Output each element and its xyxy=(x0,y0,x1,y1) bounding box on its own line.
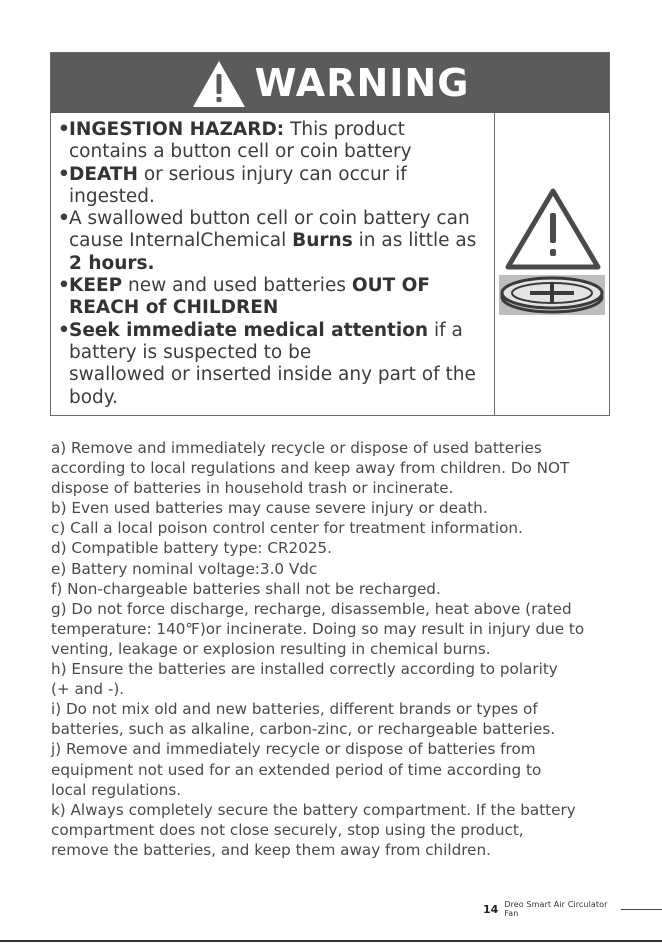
instruction-line: g) Do not force discharge, recharge, disassemble, heat above (rated xyxy=(51,599,572,618)
bullet-text: A swallowed button cell or coin battery can xyxy=(69,208,470,230)
instruction-line: e) Battery nominal voltage:3.0 Vdc xyxy=(51,559,318,578)
bottom-rule xyxy=(0,940,662,942)
warning-bullet xyxy=(59,320,490,409)
instruction-line: j) Remove and immediately recycle or dispose of batteries from xyxy=(51,740,536,759)
warning-box xyxy=(50,52,610,416)
instruction-line: remove the batteries, and keep them away from children. xyxy=(51,840,491,859)
bullet-text: This product xyxy=(284,119,405,140)
warning-icons-panel xyxy=(495,113,610,416)
footer-title: Dreo Smart Air Circulator Fan xyxy=(504,900,608,918)
warning-bullet xyxy=(59,208,490,275)
coin-battery-icon xyxy=(499,275,605,315)
warning-title: WARNING xyxy=(254,61,470,105)
bullet-emphasis: 2 hours. xyxy=(69,252,155,274)
bullet-emphasis: Burns xyxy=(292,230,353,252)
bullet-text: ingested. xyxy=(69,185,155,207)
warning-header xyxy=(51,53,609,113)
bullet-emphasis: OUT OF xyxy=(351,275,431,297)
instruction-line: b) Even used batteries may cause severe injury or death. xyxy=(51,499,488,518)
instruction-line: i) Do not mix old and new batteries, different brands or types of xyxy=(51,700,538,719)
warning-list xyxy=(59,119,490,409)
instruction-line: h) Ensure the batteries are installed correctly according to polarity xyxy=(51,660,558,679)
bullet-emphasis: INGESTION HAZARD: xyxy=(69,119,285,140)
bullet-text: cause InternalChemical xyxy=(69,230,293,252)
instruction-line: temperature: 140℉)or incinerate. Doing so may result in injury due to xyxy=(51,619,585,638)
instruction-line: dispose of batteries in household trash or incinerate. xyxy=(51,479,454,498)
page-footer xyxy=(483,900,662,918)
bullet-emphasis: KEEP xyxy=(69,275,123,297)
instruction-line: local regulations. xyxy=(51,780,182,799)
instruction-line: according to local regulations and keep away from children. Do NOT xyxy=(51,459,570,478)
instruction-line: (+ and -). xyxy=(51,680,125,699)
warning-body xyxy=(51,113,495,416)
instruction-line: equipment not used for an extended period of time according to xyxy=(51,760,542,779)
bullet-text: swallowed or inserted inside any part of the xyxy=(69,364,476,386)
instruction-line: d) Compatible battery type: CR2025. xyxy=(51,539,333,558)
bullet-emphasis: DEATH xyxy=(69,163,138,185)
instruction-line: c) Call a local poison control center for treatment information. xyxy=(51,519,523,538)
instruction-line: k) Always completely secure the battery compartment. If the battery xyxy=(51,800,576,819)
bullet-text: body. xyxy=(69,386,118,408)
instruction-line: compartment does not close securely, stop using the product, xyxy=(51,820,524,839)
instruction-line: venting, leakage or explosion resulting in chemical burns. xyxy=(51,639,491,658)
exclamation-triangle-icon xyxy=(505,187,601,271)
page-number: 14 xyxy=(483,902,499,916)
bullet-emphasis: REACH of CHILDREN xyxy=(69,297,279,319)
warning-bullet xyxy=(59,119,490,164)
instruction-line: f) Non-chargeable batteries shall not be recharged. xyxy=(51,579,441,598)
warning-bullet xyxy=(59,164,490,209)
bullet-text: battery is suspected to be xyxy=(69,341,312,363)
bullet-text: or serious injury can occur if xyxy=(137,163,407,185)
instruction-line: a) Remove and immediately recycle or dispose of used batteries xyxy=(51,439,542,457)
warning-triangle-icon xyxy=(191,59,247,109)
battery-instructions xyxy=(51,438,617,860)
bullet-text: in as little as xyxy=(352,230,477,252)
bullet-emphasis: Seek immediate medical attention xyxy=(69,319,429,341)
warning-bullet xyxy=(59,275,490,320)
footer-rule xyxy=(621,909,662,910)
bullet-text: if a xyxy=(428,319,463,341)
bullet-text: contains a button cell or coin battery xyxy=(69,141,412,163)
instruction-line: batteries, such as alkaline, carbon-zinc, or rechargeable batteries. xyxy=(51,720,556,739)
bullet-text: new and used batteries xyxy=(122,275,352,297)
